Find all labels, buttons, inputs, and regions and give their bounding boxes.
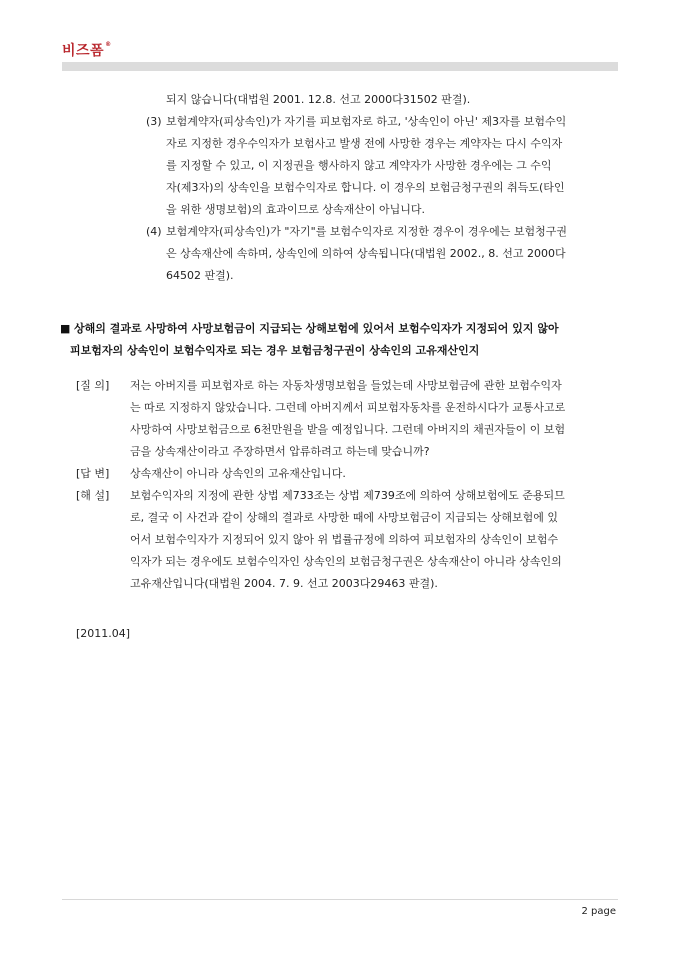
body-line: 로, 결국 이 사건과 같이 상해의 결과로 사망한 때에 사망보험금이 지급되는 상해보험에 있	[130, 511, 558, 524]
qa-explanation-body	[130, 485, 565, 595]
body-line: 자(제3자)의 상속인을 보험수익자로 합니다. 이 경우의 보험금청구권의 취득도(타인	[166, 181, 565, 194]
item-number: (3)	[146, 115, 162, 128]
body-line: 되지 않습니다(대법원 2001. 12.8. 선고 2000다31502 판결).	[166, 93, 471, 106]
list-item	[166, 221, 567, 287]
body-line: 금을 상속재산이라고 주장하면서 압류하려고 하는데 맞습니까?	[130, 445, 430, 458]
body-line: 을 위한 생명보험)의 효과이므로 상속재산이 아닙니다.	[166, 203, 426, 216]
body-line: 익자가 되는 경우에도 보험수익자인 상속인의 보험금청구권은 상속재산이 아니라 상속인의	[130, 555, 562, 568]
body-line: 어서 보험수익자가 지정되어 있지 않아 위 법률규정에 의하여 피보험자의 상속인이 보험수	[130, 533, 559, 546]
heading-line: 상해의 결과로 사망하여 사망보험금이 지급되는 상해보험에 있어서 보험수익자가 지정되어 있지 않아	[74, 322, 559, 335]
body-line: 저는 아버지를 피보험자로 하는 자동차생명보험을 들었는데 사망보험금에 관한 보험수익자	[130, 379, 562, 392]
header-bar	[62, 62, 618, 71]
heading-line: 피보험자의 상속인이 보험수익자로 되는 경우 보험금청구권이 상속인의 고유재산인지	[70, 344, 480, 357]
body-line: 자로 지정한 경우수익자가 보험사고 발생 전에 사망한 경우는 계약자는 다시 수익자	[166, 137, 563, 150]
body-line: 는 따로 지정하지 않았습니다. 그런데 아버지께서 피보험자동차를 운전하시다가 교통사고로	[130, 401, 566, 414]
qa-label-question: [질 의]	[76, 379, 110, 392]
date-text: [2011.04]	[76, 627, 131, 640]
registered-mark: ®	[105, 41, 112, 48]
section-heading	[60, 318, 620, 362]
square-bullet-icon: ■	[60, 322, 71, 335]
body-line: 를 지정할 수 있고, 이 지정권을 행사하지 않고 계약자가 사망한 경우에는 그 수익	[166, 159, 552, 172]
body-line: 상속재산이 아니라 상속인의 고유재산입니다.	[130, 467, 346, 480]
qa-question-body	[130, 375, 565, 463]
qa-label-answer: [답 변]	[76, 467, 110, 480]
footer-divider	[62, 899, 618, 900]
qa-answer-body	[130, 463, 346, 485]
body-line: 64502 판결).	[166, 269, 234, 282]
body-line: 고유재산입니다(대법원 2004. 7. 9. 선고 2003다29463 판결).	[130, 577, 438, 590]
brand-logo	[62, 40, 112, 60]
body-line: 보험계약자(피상속인)가 "자기"를 보험수익자로 지정한 경우이 경우에는 보험청구권	[166, 225, 567, 238]
body-line: 은 상속재산에 속하며, 상속인에 의하여 상속됩니다(대법원 2002., 8. 선고 2000다	[166, 247, 566, 260]
logo-text: 비즈폼	[62, 43, 105, 59]
body-line: 보험계약자(피상속인)가 자기를 피보험자로 하고, '상속인이 아닌' 제3자를 보험수익	[166, 115, 567, 128]
item-number: (4)	[146, 225, 162, 238]
list-item	[166, 111, 566, 221]
qa-label-explanation: [해 설]	[76, 489, 110, 502]
body-line: 보험수익자의 지정에 관한 상법 제733조는 상법 제739조에 의하여 상해보험에도 준용되므	[130, 489, 565, 502]
body-line: 사망하여 사망보험금으로 6천만원을 받을 예정입니다. 그런데 아버지의 채권자들이 이 보험	[130, 423, 566, 436]
continuation-text	[166, 89, 470, 111]
page-number: 2 page	[581, 906, 616, 917]
document-date	[76, 623, 130, 645]
